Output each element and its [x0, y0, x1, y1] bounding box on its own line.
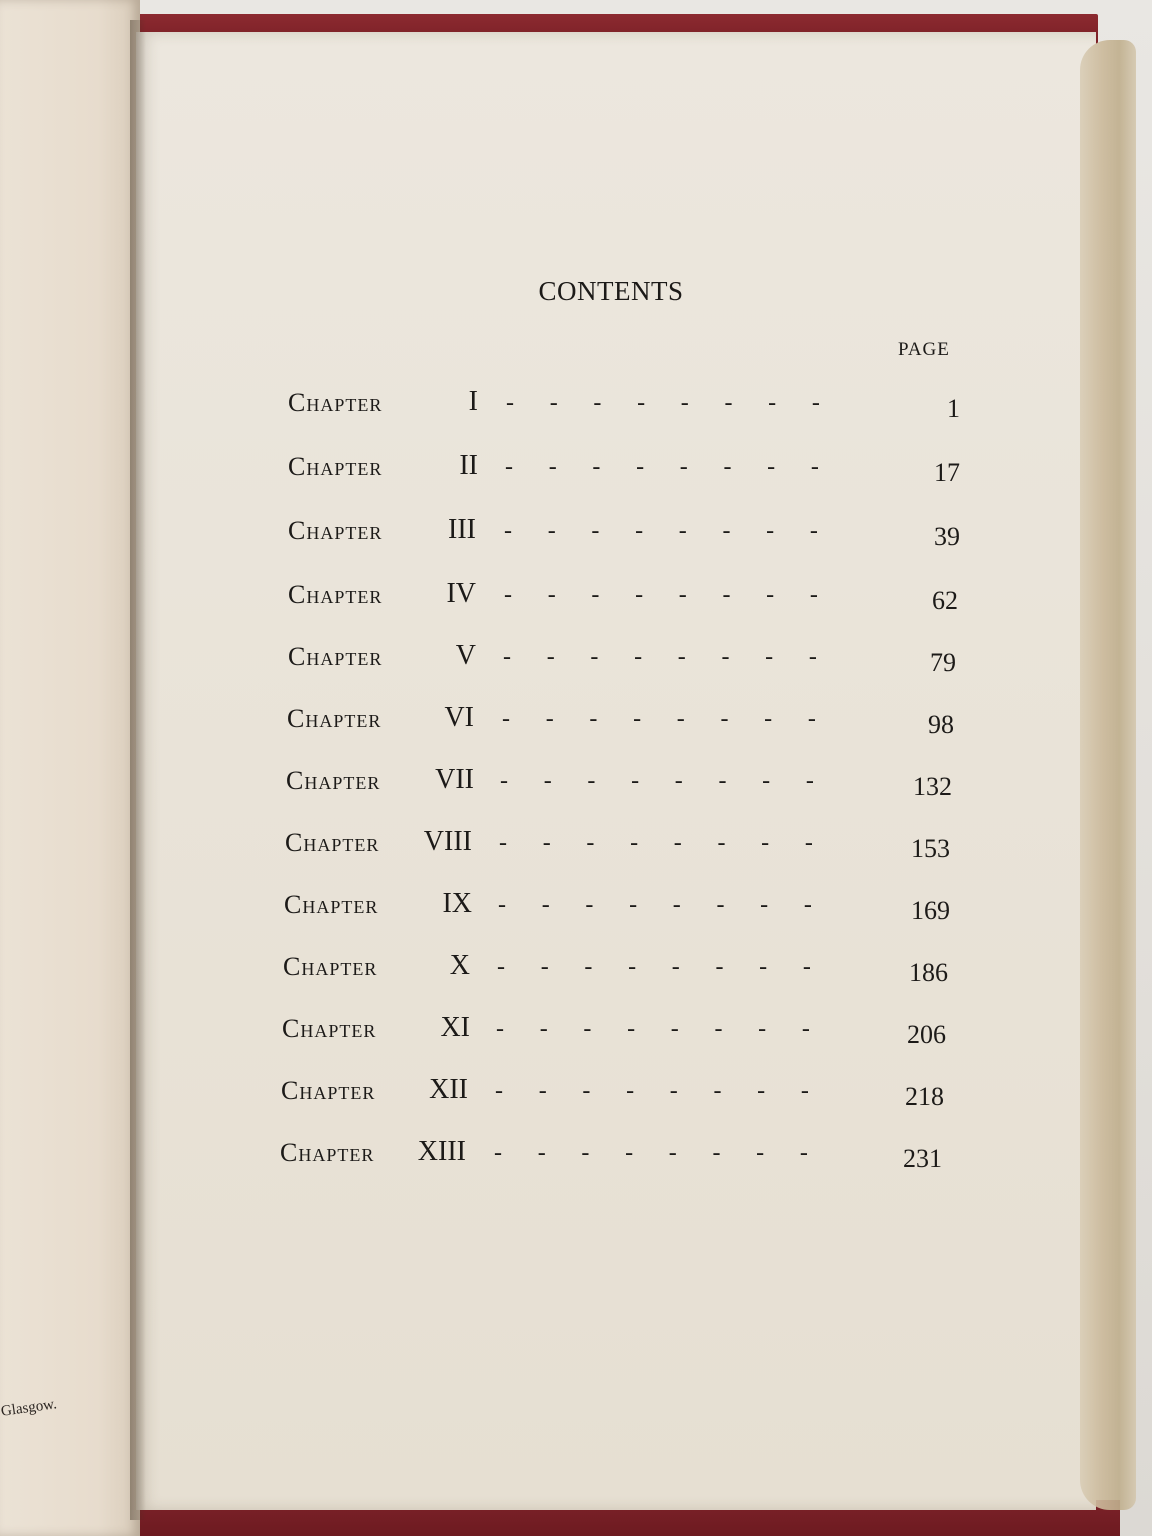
chapter-numeral: I — [468, 386, 478, 417]
contents-heading: CONTENTS — [538, 276, 684, 306]
page-number: 1 — [947, 394, 960, 423]
page-column-label: PAGE — [898, 339, 950, 360]
chapter-word: Chapter — [288, 388, 383, 417]
chapter-numeral: XIII — [417, 1136, 466, 1167]
toc-entry — [0, 452, 1152, 502]
chapter-word: Chapter — [282, 1014, 377, 1043]
page-number: 186 — [909, 958, 948, 987]
toc-entry — [0, 766, 1152, 816]
chapter-numeral: III — [448, 514, 476, 545]
dot-leaders: - - - - - - - - — [496, 1016, 811, 1042]
page-number: 62 — [932, 586, 958, 615]
page-number: 153 — [911, 834, 950, 863]
chapter-numeral: VIII — [423, 826, 472, 857]
chapter-numeral: VII — [435, 764, 474, 795]
toc-entry — [0, 952, 1152, 1002]
chapter-word: Chapter — [283, 952, 378, 981]
page-number: 132 — [913, 772, 952, 801]
page-number: 169 — [911, 896, 950, 925]
toc-entry — [0, 1138, 1152, 1188]
dot-leaders: - - - - - - - - — [503, 644, 818, 670]
chapter-numeral: VI — [444, 702, 474, 733]
chapter-numeral: IV — [446, 578, 476, 609]
page-number: 79 — [930, 648, 956, 677]
chapter-numeral: X — [449, 950, 470, 981]
dot-leaders: - - - - - - - - — [499, 830, 814, 856]
chapter-word: Chapter — [288, 516, 383, 545]
page-number: 218 — [905, 1082, 944, 1111]
dot-leaders: - - - - - - - - — [502, 706, 817, 732]
dot-leaders: - - - - - - - - — [495, 1078, 810, 1104]
page-number: 39 — [934, 522, 960, 551]
toc-entry — [0, 388, 1152, 438]
toc-entry — [0, 890, 1152, 940]
page-number: 206 — [907, 1020, 946, 1049]
chapter-numeral: XI — [440, 1012, 470, 1043]
chapter-word: Chapter — [287, 704, 382, 733]
toc-entry — [0, 1076, 1152, 1126]
chapter-word: Chapter — [281, 1076, 376, 1105]
chapter-word: Chapter — [286, 766, 381, 795]
toc-entry — [0, 580, 1152, 630]
page-number: 231 — [903, 1144, 942, 1173]
chapter-word: Chapter — [284, 890, 379, 919]
chapter-numeral: II — [459, 450, 478, 481]
dot-leaders: - - - - - - - - — [498, 892, 813, 918]
chapter-word: Chapter — [288, 642, 383, 671]
chapter-word: Chapter — [280, 1138, 375, 1167]
chapter-numeral: V — [455, 640, 476, 671]
dot-leaders: - - - - - - - - — [504, 518, 819, 544]
chapter-numeral: XII — [429, 1074, 468, 1105]
page-number: 17 — [934, 458, 960, 487]
chapter-word: Chapter — [288, 452, 383, 481]
dot-leaders: - - - - - - - - — [506, 390, 821, 416]
toc-entry — [0, 1014, 1152, 1064]
left-page-fragment-text: Glasgow. — [0, 1396, 58, 1420]
chapter-word: Chapter — [288, 580, 383, 609]
chapter-word: Chapter — [285, 828, 380, 857]
page-number: 98 — [928, 710, 954, 739]
toc-entry — [0, 704, 1152, 754]
chapter-numeral: IX — [442, 888, 472, 919]
dot-leaders: - - - - - - - - — [494, 1140, 809, 1166]
toc-entry — [0, 516, 1152, 566]
dot-leaders: - - - - - - - - — [505, 454, 820, 480]
dot-leaders: - - - - - - - - — [497, 954, 812, 980]
toc-entry — [0, 642, 1152, 692]
toc-entry — [0, 828, 1152, 878]
dot-leaders: - - - - - - - - — [500, 768, 815, 794]
dot-leaders: - - - - - - - - — [504, 582, 819, 608]
